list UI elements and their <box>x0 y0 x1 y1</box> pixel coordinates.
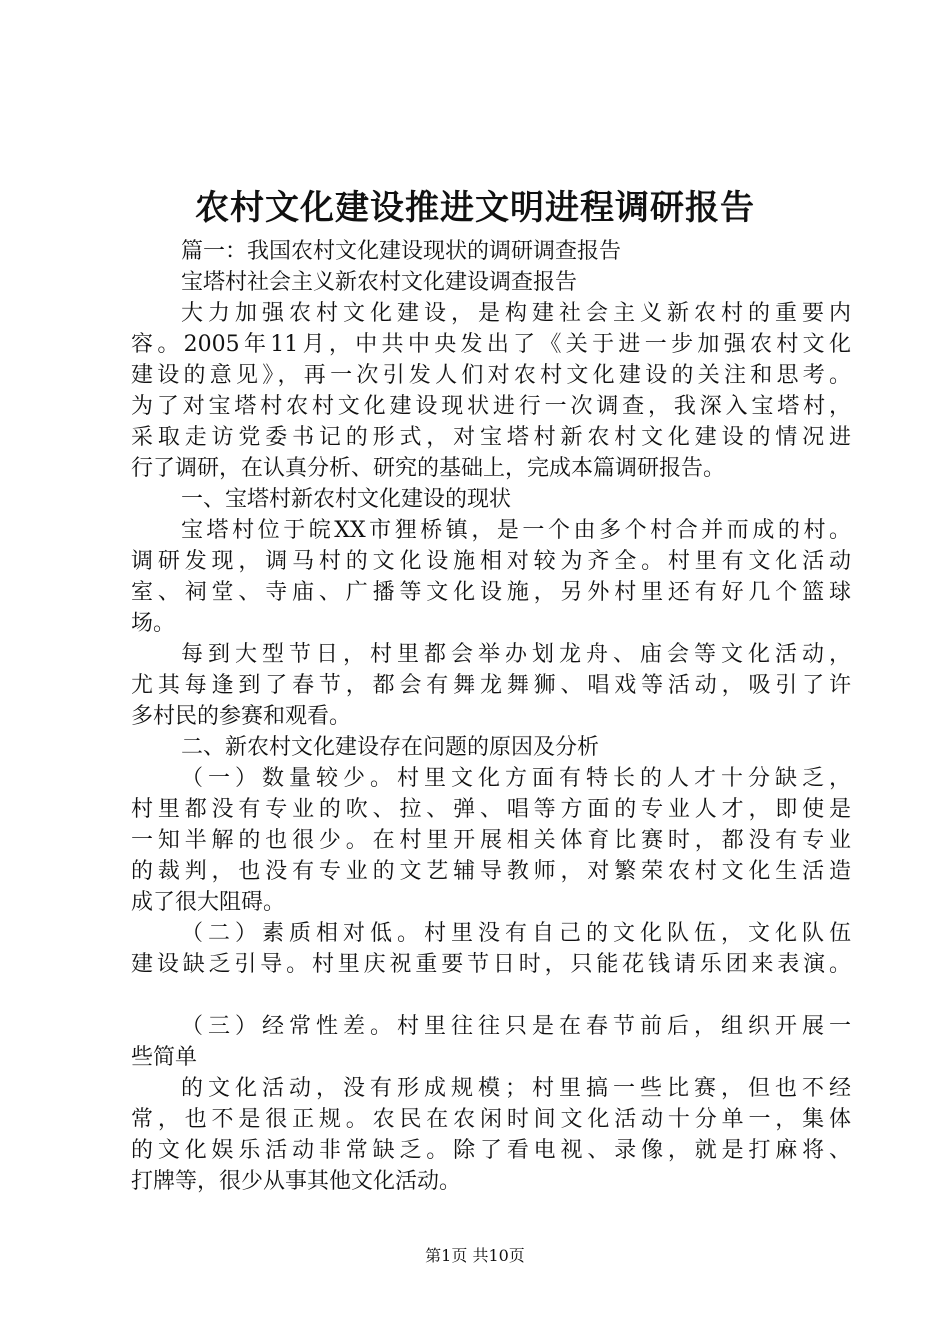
text-line: 的文化活动，没有形成规模；村里搞一些比赛，但也不经 <box>181 1076 851 1101</box>
text-line: 调研发现，调马村的文化设施相对较为齐全。村里有文化活动 <box>131 549 851 574</box>
text-line: （二）素质相对低。村里没有自己的文化队伍，文化队伍 <box>181 921 851 946</box>
text-line: 一知半解的也很少。在村里开展相关体育比赛时，都没有专业 <box>131 828 851 853</box>
text-line: （一）数量较少。村里文化方面有特长的人才十分缺乏， <box>181 766 851 791</box>
document-title: 农村文化建设推进文明进程调研报告 <box>195 188 755 228</box>
text-line: 宝塔村社会主义新农村文化建设调查报告 <box>181 270 578 295</box>
text-line: 村里都没有专业的吹、拉、弹、唱等方面的专业人才，即使是 <box>131 797 851 822</box>
text-line: 的文化娱乐活动非常缺乏。除了看电视、录像，就是打麻将、 <box>131 1138 851 1163</box>
text-line: 室、祠堂、寺庙、广播等文化设施，另外村里还有好几个篮球 <box>131 580 851 605</box>
text-line: 每到大型节日，村里都会举办划龙舟、庙会等文化活动， <box>181 642 851 667</box>
page-footer: 第1页 共10页 <box>425 1246 525 1265</box>
text-line: 容。2005年11月，中共中央发出了《关于进一步加强农村文化 <box>131 332 851 357</box>
text-line: 采取走访党委书记的形式，对宝塔村新农村文化建设的情况进 <box>131 425 851 450</box>
text-line: 宝塔村位于皖XX市狸桥镇，是一个由多个村合并而成的村。 <box>181 518 851 543</box>
text-line: 场。 <box>131 611 176 636</box>
text-line: 打牌等，很少从事其他文化活动。 <box>131 1169 462 1194</box>
text-line: 的裁判，也没有专业的文艺辅导教师，对繁荣农村文化生活造 <box>131 859 851 884</box>
document-body <box>131 236 851 1197</box>
text-line: 成了很大阻碍。 <box>131 890 286 915</box>
text-line: 为了对宝塔村农村文化建设现状进行一次调查，我深入宝塔村， <box>131 394 851 419</box>
blank-line <box>131 980 851 1011</box>
text-line: 大力加强农村文化建设，是构建社会主义新农村的重要内 <box>181 301 851 326</box>
text-line: （三）经常性差。村里往往只是在春节前后，组织开展一 <box>181 1014 851 1039</box>
text-line: 些简单 <box>131 1045 198 1070</box>
section-heading: 一、宝塔村新农村文化建设的现状 <box>181 487 512 512</box>
text-line: 多村民的参赛和观看。 <box>131 704 352 729</box>
text-line: 尤其每逢到了春节，都会有舞龙舞狮、唱戏等活动，吸引了许 <box>131 673 851 698</box>
text-line: 行了调研，在认真分析、研究的基础上，完成本篇调研报告。 <box>131 456 726 481</box>
text-line: 常，也不是很正规。农民在农闲时间文化活动十分单一，集体 <box>131 1107 851 1132</box>
text-line: 建设的意见》，再一次引发人们对农村文化建设的关注和思考。 <box>131 363 851 388</box>
text-line: 篇一：我国农村文化建设现状的调研调查报告 <box>181 239 622 264</box>
section-heading: 二、新农村文化建设存在问题的原因及分析 <box>181 735 600 760</box>
text-line: 建设缺乏引导。村里庆祝重要节日时，只能花钱请乐团来表演。 <box>131 952 851 977</box>
